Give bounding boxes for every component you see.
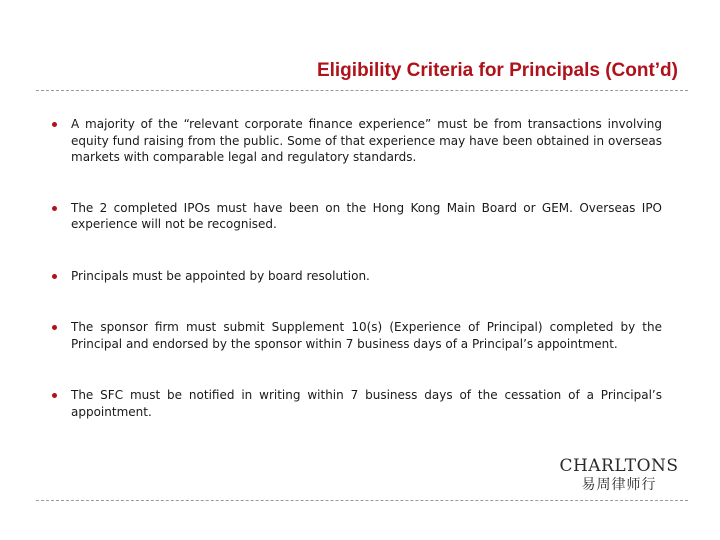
bullet-text: The 2 completed IPOs must have been on the Hong Kong Main Board or GEM. Overseas IPO experience will not be recognised. [71,200,662,231]
bullet-list [52,116,662,455]
title-divider [36,90,688,91]
bullet-item [52,319,662,352]
bullet-dot-icon [52,122,57,127]
bullet-item [52,268,662,285]
bullet-item [52,200,662,233]
footer-divider [36,500,688,501]
logo-name-zh: 易周律师行 [581,477,657,493]
bullet-text: Principals must be appointed by board resolution. [71,268,370,283]
logo-name-en: CHARLTONS [559,456,679,476]
bullet-dot-icon [52,206,57,211]
bullet-text: A majority of the “relevant corporate finance experience” must be from transactions involving equity fund raising from the public. Some of that experience may have been obtained in overseas markets with comparable legal and regulatory standards. [71,117,662,164]
company-logo [558,456,680,494]
bullet-dot-icon [52,274,57,279]
bullet-text: The sponsor firm must submit Supplement 10(s) (Experience of Principal) completed by the Principal and endorsed by the sponsor within 7 business days of a Principal’s appointment. [71,320,662,351]
bullet-dot-icon [52,325,57,330]
bullet-text: The SFC must be notified in writing within 7 business days of the cessation of a Principal’s appointment. [71,388,662,419]
slide-title: Eligibility Criteria for Principals (Cont’d) [316,60,678,81]
bullet-item [52,387,662,420]
bullet-item [52,116,662,166]
bullet-dot-icon [52,393,57,398]
